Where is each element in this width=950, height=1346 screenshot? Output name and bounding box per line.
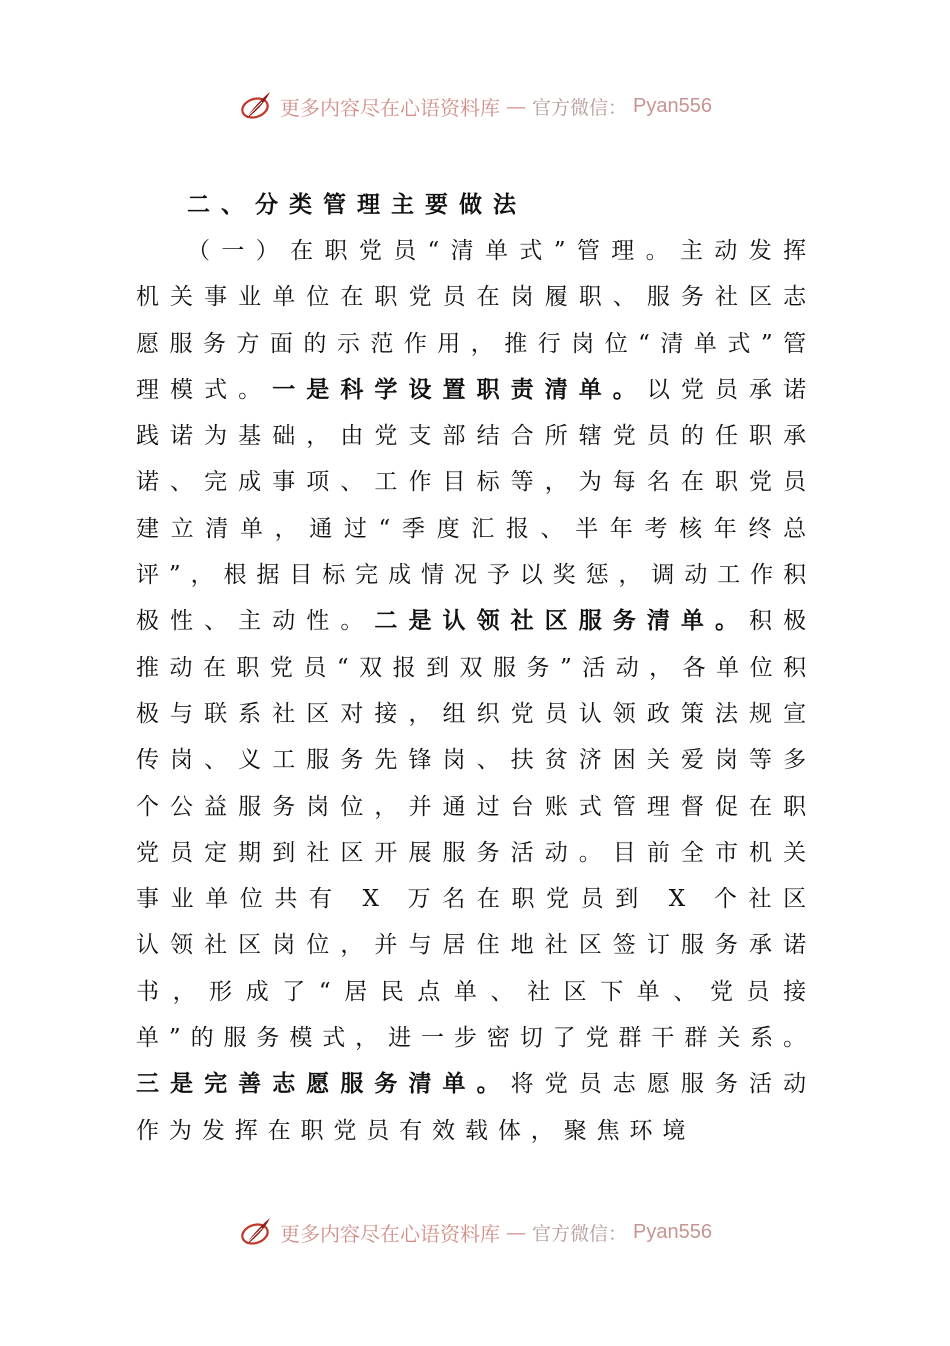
paragraph-text-1: （一）在职党员“清单式”管理。主动发挥机关事业单位在职党员在岗履职、服务社区志愿服务方面的示范作用，推行岗位“清单式”管理模式。: [136, 238, 816, 403]
watermark-dash: —: [506, 1220, 526, 1244]
paragraph-text-4: 将党员志愿服务活动作为发挥在职党员有效载体，聚焦环境: [136, 1071, 816, 1144]
quill-logo-icon: [238, 88, 274, 124]
document-body: [136, 182, 816, 1154]
quill-logo-icon: [238, 1214, 274, 1250]
watermark-wechat-label: 官方微信：: [532, 96, 628, 119]
bold-point-3: 三是完善志愿服务清单。: [136, 1071, 511, 1098]
watermark-slogan: 更多内容尽在心语资料库: [280, 1221, 500, 1246]
bold-point-1: 一是科学设置职责清单。: [272, 376, 647, 403]
watermark-wechat-id: Pyan556: [633, 94, 712, 117]
paragraph-text-2: 以党员承诺践诺为基础，由党支部结合所辖党员的任职承诺、完成事项、工作目标等，为每名在职党员建立清单，通过“季度汇报、半年考核年终总评”，根据目标完成情况予以奖惩，调动工作积极性、主动性。: [136, 376, 817, 635]
watermark-dash: —: [506, 94, 526, 118]
watermark-wechat-label: 官方微信：: [532, 1222, 628, 1245]
bold-point-2: 二是认领社区服务清单。: [374, 608, 750, 635]
section-heading: 二、分类管理主要做法: [187, 192, 527, 218]
body-paragraph: [136, 228, 816, 1154]
watermark-wechat-id: Pyan556: [633, 1220, 712, 1243]
paragraph-text-3: 积极推动在职党员“双报到双服务”活动，各单位积极与联系社区对接，组织党员认领政策法规宣传岗、义工服务先锋岗、扶贫济困关爱岗等多个公益服务岗位，并通过台账式管理督促在职党员定期到社区开展服务活动。目前全市机关事业单位共有 X 万名在职党员到 X 个社区认领社区岗位，并与居住地社区签订服务承诺书，形成了“居民点单、社区下单、党员接单”的服务模式，进一步密切了党群干群关系。: [136, 608, 816, 1052]
footer-watermark-banner: [0, 1212, 950, 1252]
header-watermark-banner: [0, 86, 950, 126]
watermark-slogan: 更多内容尽在心语资料库: [280, 95, 500, 120]
